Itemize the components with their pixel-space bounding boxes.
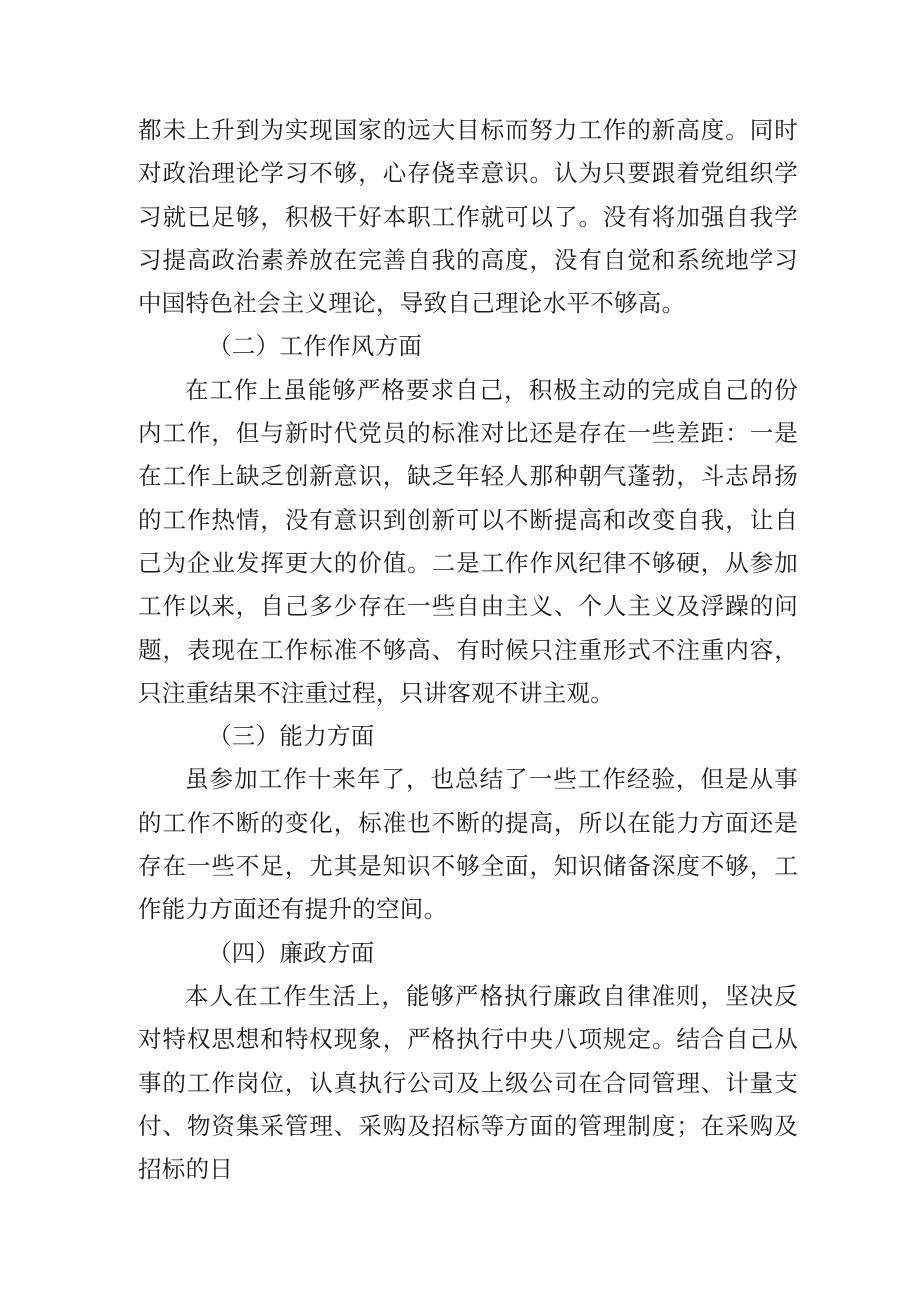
- paragraph-ability: 虽参加工作十来年了，也总结了一些工作经验，但是从事的工作不断的变化，标准也不断的提高，所以在能力方面还是存在一些不足，尤其是知识不够全面，知识储备深度不够，工作能力方面还有提升的空间。: [138, 765, 798, 924]
- paragraph-work-style: 在工作上虽能够严格要求自己，积极主动的完成自己的份内工作，但与新时代党员的标准对比还是存在一些差距：一是在工作上缺乏创新意识，缺乏年轻人那种朝气蓬勃，斗志昂扬的工作热情，没有意识到创新可以不断提高和改变自我，让自己为企业发挥更大的价值。二是工作作风纪律不够硬，从参加工作以来，自己多少存在一些自由主义、个人主义及浮躁的问题，表现在工作标准不够高、有时候只注重形式不注重内容，只注重结果不注重过程，只讲客观不讲主观。: [138, 375, 798, 707]
- section-heading-work-style: （二）工作作风方面: [208, 332, 423, 361]
- document-body: [138, 109, 798, 1191]
- section-heading-integrity: （四）廉政方面: [208, 938, 375, 967]
- section-heading-ability: （三）能力方面: [208, 722, 375, 751]
- paragraph-integrity: 本人在工作生活上，能够严格执行廉政自律准则，坚决反对特权思想和特权现象，严格执行中央八项规定。结合自己从事的工作岗位，认真执行公司及上级公司在合同管理、计量支付、物资集采管理、采购及招标等方面的管理制度；在采购及招标的日: [138, 981, 798, 1184]
- paragraph-continuation: 都未上升到为实现国家的远大目标而努力工作的新高度。同时对政治理论学习不够，心存侥幸意识。认为只要跟着党组织学习就已足够，积极干好本职工作就可以了。没有将加强自我学习提高政治素养放在完善自我的高度，没有自觉和系统地学习中国特色社会主义理论，导致自己理论水平不够高。: [138, 116, 798, 318]
